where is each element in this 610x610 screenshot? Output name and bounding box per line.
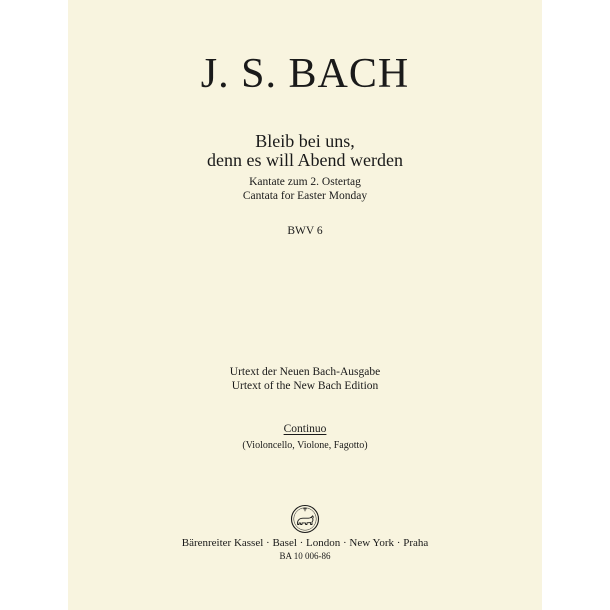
catalog-number: BWV 6 <box>287 225 323 237</box>
publisher-line: Bärenreiter Kassel · Basel · London · New York · Praha <box>181 537 429 549</box>
subtitle-german: Kantate zum 2. Ostertag <box>249 176 361 188</box>
edition-german: Urtext der Neuen Bach-Ausgabe <box>229 366 381 378</box>
work-title-line-2: denn es will Abend werden <box>207 150 403 170</box>
baerenreiter-bear-logo-icon <box>290 504 320 534</box>
work-title-line-1: Bleib bei uns, <box>255 131 355 151</box>
subtitle-english: Cantata for Easter Monday <box>242 190 368 202</box>
composer-name: J. S. BACH <box>200 51 410 97</box>
edition-english: Urtext of the New Bach Edition <box>231 380 379 392</box>
part-name: Continuo <box>283 423 327 435</box>
score-cover <box>68 0 542 610</box>
part-label <box>68 422 542 436</box>
order-number: BA 10 006-86 <box>279 551 331 561</box>
instrument-list: (Violoncello, Violone, Fagotto) <box>242 440 368 451</box>
